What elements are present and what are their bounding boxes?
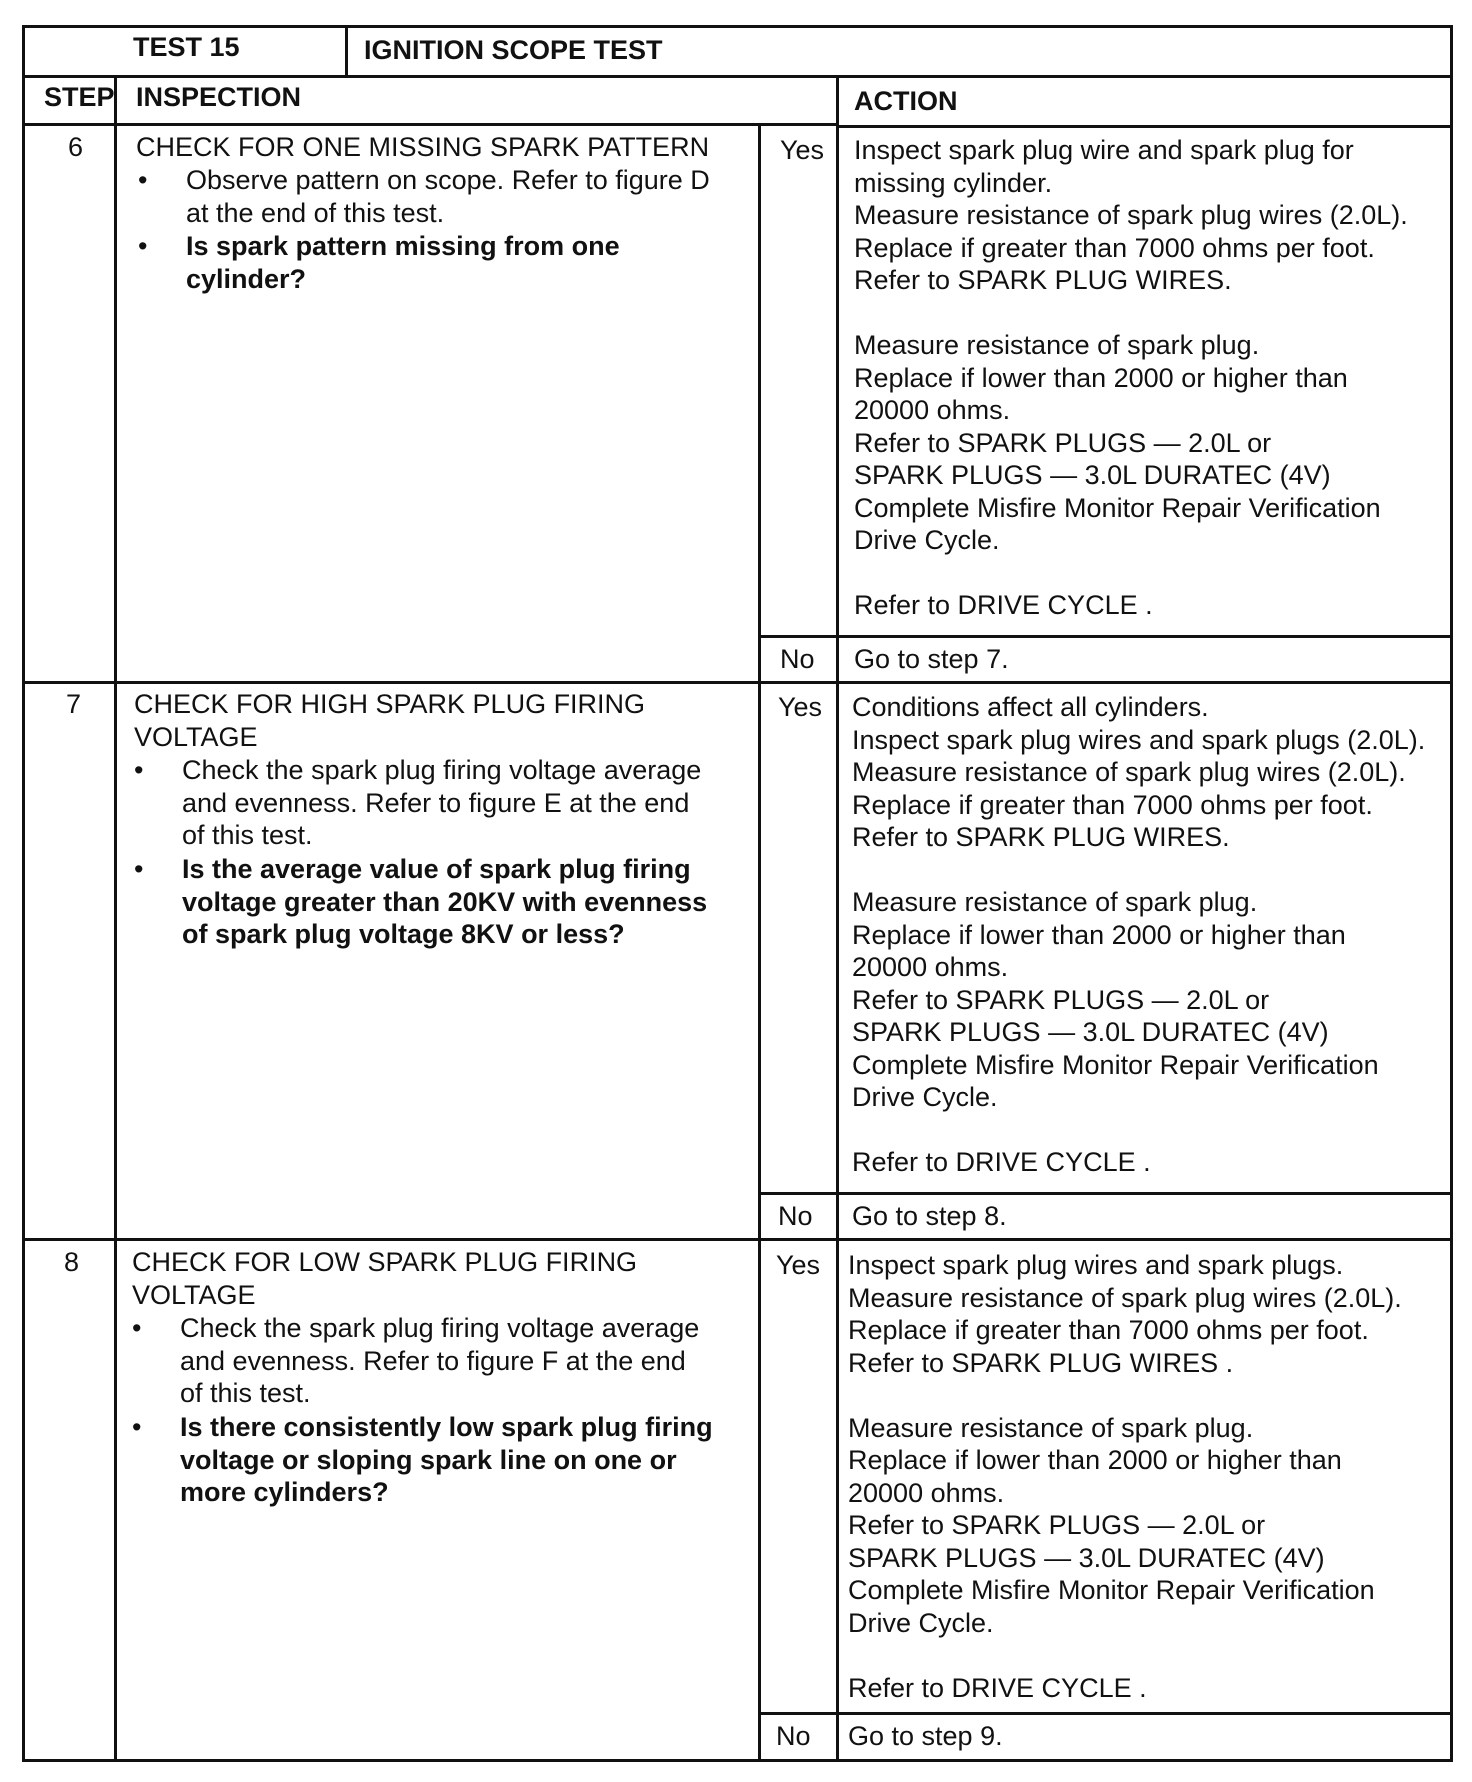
test-title: IGNITION SCOPE TEST xyxy=(364,35,663,65)
action-line: Refer to DRIVE CYCLE . xyxy=(852,1147,1151,1177)
action-line: Measure resistance of spark plug wires (2.0L). xyxy=(848,1282,1402,1313)
step6-yes-label: Yes xyxy=(780,135,825,165)
header-divider xyxy=(22,75,1453,78)
action-line: Replace if greater than 7000 ohms per foot. xyxy=(852,789,1373,820)
action-line: missing cylinder. xyxy=(854,167,1053,198)
step7-question-line: Is the average value of spark plug firing xyxy=(182,854,691,884)
step6-bullet-text xyxy=(186,164,710,229)
step7-no-action: Go to step 8. xyxy=(852,1201,1007,1231)
action-line: SPARK PLUGS — 3.0L DURATEC (4V) xyxy=(852,1017,1329,1047)
action-line: Replace if lower than 2000 or higher than xyxy=(854,362,1348,393)
step7-yes-action xyxy=(852,691,1425,1179)
step6-yes-action xyxy=(854,134,1408,622)
action-line: Refer to DRIVE CYCLE . xyxy=(848,1672,1147,1703)
step7-yes-label: Yes xyxy=(778,692,823,722)
action-line: Refer to SPARK PLUGS — 2.0L or xyxy=(854,427,1272,458)
step7-question-line: voltage greater than 20KV with evenness xyxy=(182,886,708,917)
step8-question-line: voltage or sloping spark line on one or xyxy=(180,1444,677,1475)
action-line: Replace if greater than 7000 ohms per foot. xyxy=(854,232,1375,263)
action-line: Drive Cycle. xyxy=(854,525,1000,555)
step7-bullet-line: and evenness. Refer to figure E at the end xyxy=(182,787,690,818)
action-line xyxy=(854,557,1408,590)
action-col-line xyxy=(836,77,839,1762)
step7-no-label: No xyxy=(778,1201,813,1231)
step7-title-line: VOLTAGE xyxy=(134,721,258,752)
step8-no-action: Go to step 9. xyxy=(848,1721,1003,1751)
step8-title-line: CHECK FOR LOW SPARK PLUG FIRING xyxy=(132,1247,638,1277)
step6-bullet-line: Observe pattern on scope. Refer to figure D xyxy=(186,165,710,195)
step7-bullet-text xyxy=(182,754,701,852)
step7-bullet-line: of this test. xyxy=(182,820,313,850)
action-line: Refer to SPARK PLUGS — 2.0L or xyxy=(852,984,1270,1015)
step6-question-line: cylinder? xyxy=(186,263,307,294)
action-line: 20000 ohms. xyxy=(848,1477,1005,1508)
action-line: Replace if greater than 7000 ohms per foot. xyxy=(848,1315,1369,1345)
action-line xyxy=(854,297,1408,330)
action-line: Drive Cycle. xyxy=(852,1082,998,1112)
action-line xyxy=(852,854,1425,887)
action-line: Measure resistance of spark plug. xyxy=(848,1412,1254,1443)
yesno-col-line xyxy=(758,123,761,1762)
col-action-header: ACTION xyxy=(854,86,958,116)
step8-bullet-dot: • xyxy=(132,1313,142,1343)
action-line xyxy=(848,1639,1402,1672)
step7-title-line: CHECK FOR HIGH SPARK PLUG FIRING xyxy=(134,689,646,719)
step6-no-label: No xyxy=(780,644,815,674)
step7-end-divider xyxy=(22,1238,1453,1241)
step6-question-line: Is spark pattern missing from one xyxy=(186,231,620,261)
action-line xyxy=(848,1379,1402,1412)
step7-question xyxy=(182,853,707,951)
action-line: Refer to SPARK PLUG WIRES . xyxy=(848,1347,1234,1378)
action-line xyxy=(852,1114,1425,1147)
step8-question-dot: • xyxy=(132,1412,142,1442)
step8-question-line: more cylinders? xyxy=(180,1477,389,1507)
columns-header-divider xyxy=(22,123,837,126)
step7-question-dot: • xyxy=(134,854,144,884)
step6-number: 6 xyxy=(68,132,84,162)
step6-no-action: Go to step 7. xyxy=(854,644,1009,674)
step8-no-label: No xyxy=(776,1721,811,1751)
action-line: Replace if lower than 2000 or higher than xyxy=(848,1445,1342,1475)
step6-question xyxy=(186,230,620,295)
step6-no-divider xyxy=(758,635,1453,638)
step7-no-divider xyxy=(758,1192,1453,1195)
action-line: Inspect spark plug wire and spark plug for xyxy=(854,135,1354,165)
action-line: SPARK PLUGS — 3.0L DURATEC (4V) xyxy=(848,1542,1325,1573)
step6-bullet-line: at the end of this test. xyxy=(186,197,445,228)
action-line: Inspect spark plug wires and spark plugs. xyxy=(848,1250,1344,1280)
action-line: Replace if lower than 2000 or higher than xyxy=(852,919,1346,950)
action-line: SPARK PLUGS — 3.0L DURATEC (4V) xyxy=(854,460,1331,490)
step6-end-divider xyxy=(22,681,1453,684)
step7-title xyxy=(134,688,645,753)
action-line: Refer to SPARK PLUG WIRES. xyxy=(852,822,1230,852)
action-line: Complete Misfire Monitor Repair Verification xyxy=(852,1049,1379,1080)
step6-question-dot: • xyxy=(138,231,148,261)
step8-no-divider xyxy=(758,1712,1453,1715)
action-line: Refer to DRIVE CYCLE . xyxy=(854,590,1153,620)
step8-bullet-text xyxy=(180,1312,699,1410)
action-line: 20000 ohms. xyxy=(852,952,1009,982)
action-line: Conditions affect all cylinders. xyxy=(852,692,1209,722)
action-line: 20000 ohms. xyxy=(854,395,1011,425)
step7-question-line: of spark plug voltage 8KV or less? xyxy=(182,919,625,949)
title-col-line xyxy=(345,25,348,77)
step8-question xyxy=(180,1411,713,1509)
action-line: Complete Misfire Monitor Repair Verification xyxy=(848,1575,1375,1605)
step8-question-line: Is there consistently low spark plug firing xyxy=(180,1412,713,1442)
test-number: TEST 15 xyxy=(133,32,240,62)
step8-title-line: VOLTAGE xyxy=(132,1279,256,1310)
step8-bullet-line: Check the spark plug firing voltage average xyxy=(180,1313,700,1343)
action-header-divider xyxy=(837,125,1453,128)
step8-bullet-line: of this test. xyxy=(180,1378,311,1408)
action-line: Inspect spark plug wires and spark plugs (2.0L). xyxy=(852,724,1426,755)
action-line: Refer to SPARK PLUGS — 2.0L or xyxy=(848,1510,1266,1540)
step6-bullet-dot: • xyxy=(138,165,148,195)
step7-bullet-dot: • xyxy=(134,755,144,785)
step8-yes-label: Yes xyxy=(776,1250,821,1280)
action-line: Measure resistance of spark plug wires (2.0L). xyxy=(852,757,1406,787)
step8-yes-action xyxy=(848,1249,1402,1704)
step8-title xyxy=(132,1246,637,1311)
col-inspection-header: INSPECTION xyxy=(136,82,302,112)
step-col-line xyxy=(114,77,117,1762)
step7-bullet-line: Check the spark plug firing voltage average xyxy=(182,755,702,785)
action-line: Measure resistance of spark plug. xyxy=(854,330,1260,360)
step7-number: 7 xyxy=(66,689,82,719)
action-line: Measure resistance of spark plug wires (2.0L). xyxy=(854,200,1408,230)
col-step-header: STEP xyxy=(44,82,115,112)
action-line: Complete Misfire Monitor Repair Verification xyxy=(854,492,1381,523)
step8-number: 8 xyxy=(64,1247,80,1277)
step8-bullet-line: and evenness. Refer to figure F at the end xyxy=(180,1345,686,1376)
action-line: Drive Cycle. xyxy=(848,1607,994,1638)
step6-title: CHECK FOR ONE MISSING SPARK PATTERN xyxy=(136,132,710,162)
action-line: Refer to SPARK PLUG WIRES. xyxy=(854,265,1232,295)
action-line: Measure resistance of spark plug. xyxy=(852,887,1258,917)
